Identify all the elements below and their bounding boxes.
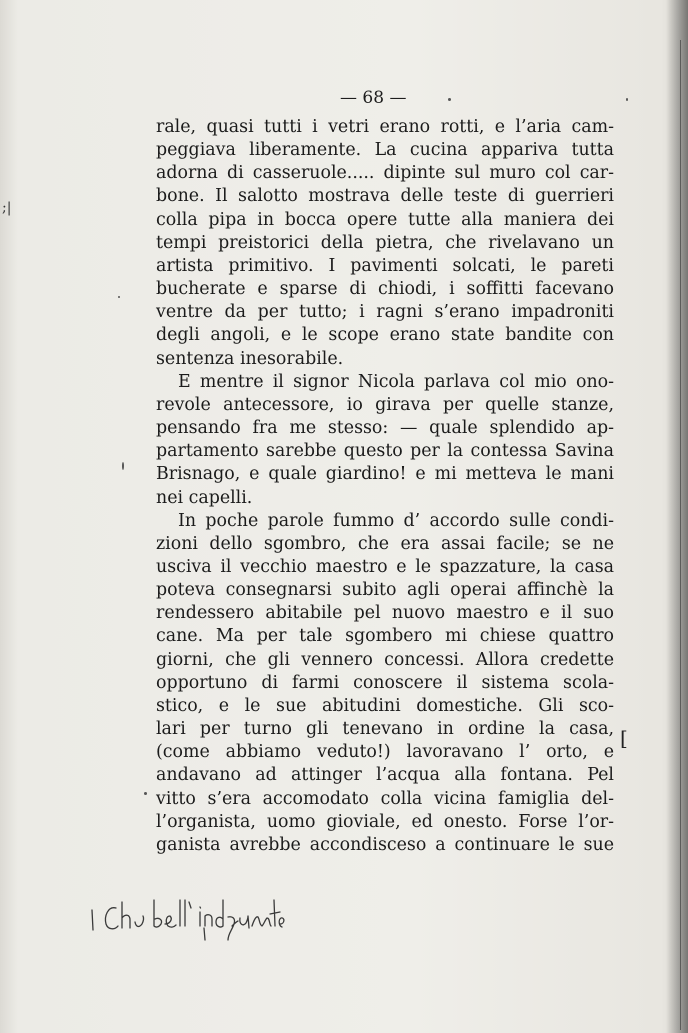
- text-line: poteva consegnarsi subito agli operai affinchè la: [156, 580, 614, 601]
- text-line: (come abbiamo veduto!) lavoravano l’ orto, e: [156, 742, 614, 763]
- page-edge-shadow: [666, 0, 688, 1033]
- paragraph-3: [156, 510, 614, 857]
- text-line: In poche parole fummo d’ accordo sulle condi-: [178, 510, 614, 531]
- text-line: l’organista, uomo gioviale, ed onesto. Forse l’or-: [156, 811, 614, 832]
- scan-speck: [448, 98, 451, 101]
- left-margin-mark: ;|: [2, 200, 12, 216]
- text-line: nei capelli.: [156, 487, 253, 508]
- page-edge-line: [680, 40, 681, 1030]
- paragraph-2: [156, 371, 614, 510]
- text-line: rendessero abitabile pel nuovo maestro e il suo: [156, 603, 614, 624]
- scan-speck: [626, 98, 628, 101]
- text-line: opportuno di farmi conoscere il sistema scola-: [156, 672, 614, 693]
- text-line: andavano ad attinger l’acqua alla fontana. Pel: [156, 765, 614, 786]
- text-line: lari per turno gli tenevano in ordine la casa,: [156, 719, 614, 740]
- text-line: pensando fra me stesso: — quale splendido ap-: [156, 418, 614, 439]
- text-line: cane. Ma per tale sgombero mi chiese quattro: [156, 626, 614, 647]
- text-line: artista primitivo. I pavimenti solcati, le pareti: [156, 255, 614, 276]
- text-line: vitto s’era accomodato colla vicina famiglia del-: [156, 788, 614, 809]
- text-line: E mentre il signor Nicola parlava col mio ono-: [178, 371, 614, 392]
- text-line: adorna di casseruole..... dipinte sul muro col car-: [156, 163, 614, 184]
- text-line: sentenza inesorabile.: [156, 348, 344, 369]
- text-line: degli angoli, e le scope erano state bandite con: [156, 325, 614, 346]
- text-line: stico, e le sue abitudini domestiche. Gli sco-: [156, 695, 614, 716]
- text-line: rale, quasi tutti i vetri erano rotti, e l’aria cam-: [156, 117, 614, 137]
- text-line: partamento sarebbe questo per la contessa Savina: [156, 441, 614, 462]
- right-margin-bracket: [: [620, 726, 628, 750]
- scan-speck: [122, 462, 124, 470]
- text-line: ganista avrebbe accondisceso a continuare le sue: [156, 834, 614, 855]
- text-line: giorni, che gli vennero concessi. Allora credette: [156, 649, 614, 670]
- page-number: — 68 —: [340, 88, 407, 108]
- text-line: usciva il vecchio maestro e le spazzature, la casa: [156, 556, 614, 577]
- text-line: Brisnago, e quale giardino! e mi metteva le mani: [156, 464, 614, 485]
- scan-speck: [144, 792, 147, 795]
- text-line: peggiava liberamente. La cucina appariva tutta: [156, 140, 614, 161]
- text-line: bucherate e sparse di chiodi, i soffitti facevano: [156, 279, 614, 300]
- text-line: bone. Il salotto mostrava delle teste di guerrieri: [156, 186, 614, 207]
- text-line: revole antecessore, io girava per quelle stanze,: [156, 394, 614, 415]
- body-text: [156, 116, 614, 857]
- paragraph-1: [156, 116, 614, 371]
- text-line: tempi preistorici della pietra, che rivelavano un: [156, 232, 614, 253]
- text-line: colla pipa in bocca opere tutte alla maniera dei: [156, 209, 614, 230]
- text-line: zioni dello sgombro, che era assai facile; se ne: [156, 533, 614, 554]
- scan-speck: [118, 296, 120, 298]
- handwritten-annotation: [86, 894, 286, 944]
- text-line: ventre da per tutto; i ragni s’erano impadroniti: [156, 302, 614, 323]
